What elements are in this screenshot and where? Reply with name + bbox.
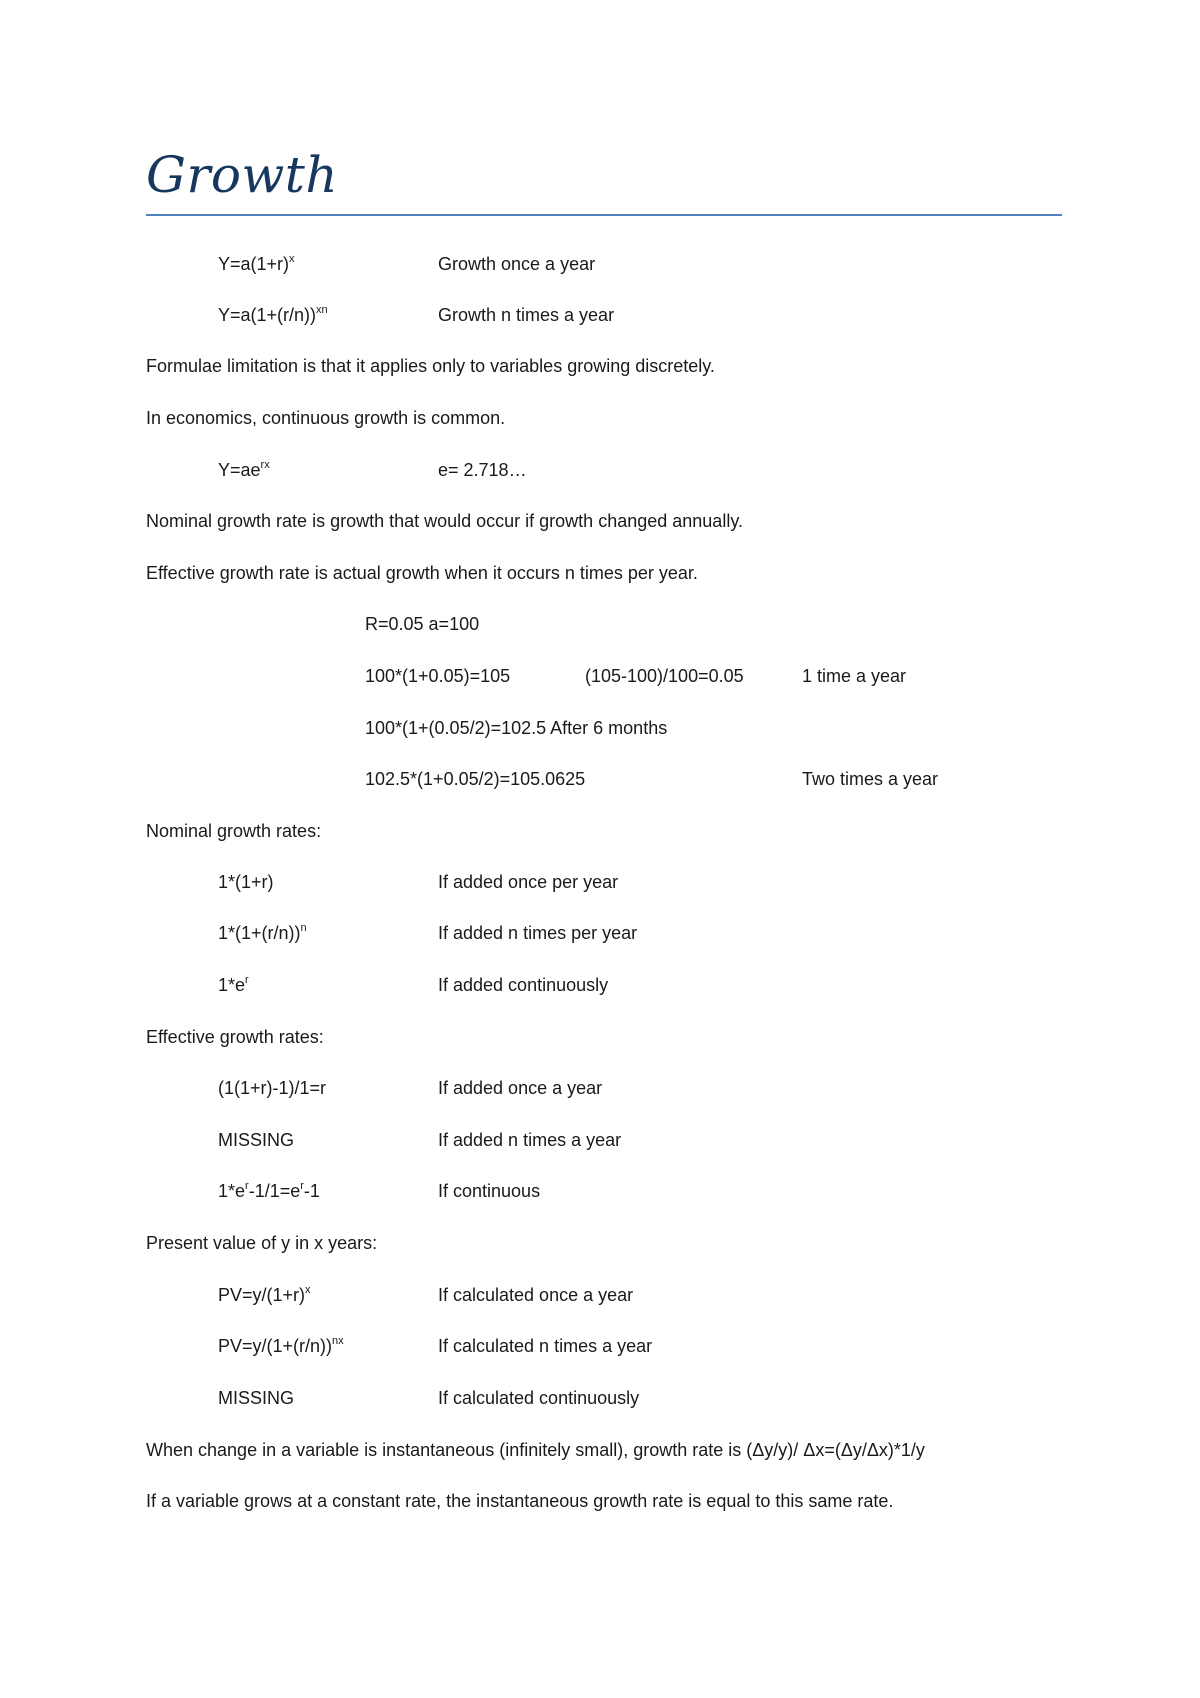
pv-formula-1: $PV=y/(1+r)^x$ [218,1284,311,1305]
example-calc-1-rate: (105-100)/100=0.05 [585,666,744,686]
formula-continuous-desc: e= 2.718… [438,460,527,480]
example-calc-2: 100*(1+(0.05/2)=102.5 After 6 months [365,718,668,738]
paragraph-effective: Effective growth rate is actual growth when it occurs n times per year. [146,563,698,583]
formula-continuous: $Y=ae^{rx}$ [218,459,270,480]
pv-formula-3: MISSING [218,1388,295,1408]
example-calc-1-note: 1 time a year [802,666,907,686]
pv-heading: Present value of y in x years: [146,1233,378,1253]
example-params: R=0.05 a=100 [365,614,480,634]
effective-desc-3: If continuous [438,1181,541,1201]
effective-desc-1: If added once a year [438,1078,603,1098]
formula-n-times: $Y=a(1+(r/n))^{xn}$ [218,304,328,325]
pv-desc-2: If calculated n times a year [438,1336,653,1356]
example-calc-3: 102.5*(1+0.05/2)=105.0625 [365,769,586,789]
nominal-desc-2: If added n times per year [438,923,638,943]
pv-desc-1: If calculated once a year [438,1285,634,1305]
pv-desc-3: If calculated continuously [438,1388,640,1408]
paragraph-continuous: In economics, continuous growth is common. [146,408,506,428]
pv-formula-2: $PV=y/(1+(r/n))^{nx}$ [218,1335,344,1356]
effective-heading: Effective growth rates: [146,1027,324,1047]
page-title: Growth [146,146,339,204]
nominal-formula-2: $1*(1+(r/n))^n$ [218,922,307,943]
title-underline [146,214,1062,216]
paragraph-limitation: Formulae limitation is that it applies only to variables growing discretely. [146,356,715,376]
effective-formula-2: MISSING [218,1130,295,1150]
example-calc-3-note: Two times a year [802,769,939,789]
formula-n-times-desc: Growth n times a year [438,305,615,325]
effective-formula-3: $1*e^r-1/1=e^r-1$ [218,1180,320,1201]
effective-desc-2: If added n times a year [438,1130,622,1150]
formula-yearly: $Y=a(1+r)^x$ [218,253,295,274]
paragraph-nominal: Nominal growth rate is growth that would occur if growth changed annually. [146,511,743,531]
paragraph-constant-rate: If a variable grows at a constant rate, the instantaneous growth rate is equal to this same rate. [146,1491,894,1511]
nominal-desc-3: If added continuously [438,975,609,995]
paragraph-instantaneous: When change in a variable is instantaneous (infinitely small), growth rate is (Δy/y)/ Δx=(Δy/Δx)*1/y [146,1440,925,1460]
formula-yearly-desc: Growth once a year [438,254,596,274]
example-calc-1: 100*(1+0.05)=105 [365,666,511,686]
nominal-heading: Nominal growth rates: [146,821,322,841]
nominal-desc-1: If added once per year [438,872,619,892]
effective-formula-1: (1(1+r)-1)/1=r [218,1078,327,1098]
nominal-formula-3: $1*e^r$ [218,974,249,995]
nominal-formula-1: 1*(1+r) [218,872,274,892]
